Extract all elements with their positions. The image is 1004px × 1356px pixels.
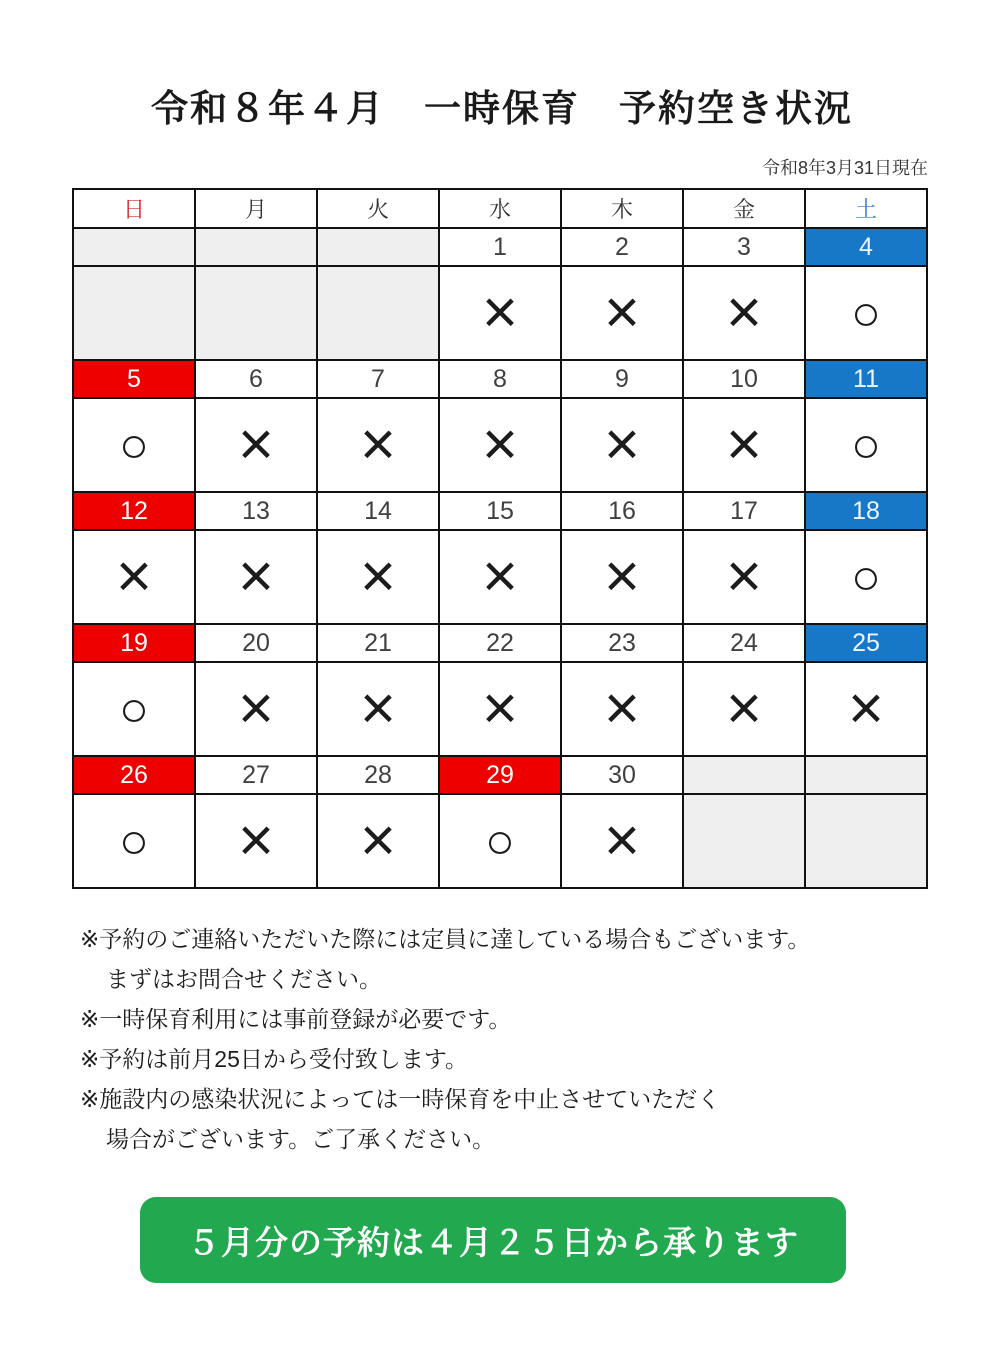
weekday-header-3: 水 — [439, 189, 561, 228]
available-mark-icon: ○ — [118, 813, 150, 869]
availability-cell-7 — [317, 398, 439, 492]
weekday-header-0: 日 — [73, 189, 195, 228]
week-1-mark-row — [73, 266, 927, 360]
week-3-date-row — [73, 492, 927, 530]
date-cell-5: 5 — [73, 360, 195, 398]
availability-cell-19 — [73, 662, 195, 756]
date-cell-19: 19 — [73, 624, 195, 662]
availability-cell-11 — [805, 398, 927, 492]
availability-calendar — [72, 188, 928, 889]
full-mark-icon: × — [481, 674, 519, 743]
full-mark-icon: × — [603, 410, 641, 479]
date-cell-26: 26 — [73, 756, 195, 794]
full-mark-icon: × — [481, 542, 519, 611]
full-mark-icon: × — [603, 542, 641, 611]
availability-cell-23 — [561, 662, 683, 756]
available-mark-icon: ○ — [118, 681, 150, 737]
full-mark-icon: × — [847, 674, 885, 743]
date-cell-9: 9 — [561, 360, 683, 398]
availability-cell-29 — [439, 794, 561, 888]
availability-cell-5 — [73, 398, 195, 492]
full-mark-icon: × — [115, 542, 153, 611]
full-mark-icon: × — [603, 278, 641, 347]
availability-cell-empty — [317, 266, 439, 360]
note-line-3: ※一時保育利用には事前登録が必要です。 — [80, 1006, 512, 1032]
weekday-header-4: 木 — [561, 189, 683, 228]
week-4-mark-row — [73, 662, 927, 756]
weekday-header-row — [73, 189, 927, 228]
date-cell-empty — [805, 756, 927, 794]
note-line-6: 場合がございます。ご了承ください。 — [106, 1126, 496, 1152]
date-cell-21: 21 — [317, 624, 439, 662]
date-cell-empty — [73, 228, 195, 266]
note-line-2: まずはお問合せください。 — [106, 966, 382, 992]
date-cell-16: 16 — [561, 492, 683, 530]
date-cell-8: 8 — [439, 360, 561, 398]
availability-cell-24 — [683, 662, 805, 756]
full-mark-icon: × — [725, 278, 763, 347]
full-mark-icon: × — [237, 410, 275, 479]
date-cell-4: 4 — [805, 228, 927, 266]
week-4-date-row — [73, 624, 927, 662]
availability-cell-6 — [195, 398, 317, 492]
note-line-5: ※施設内の感染状況によっては一時保育を中止させていただく — [80, 1086, 721, 1112]
week-3-mark-row — [73, 530, 927, 624]
week-1-date-row — [73, 228, 927, 266]
availability-cell-empty — [805, 794, 927, 888]
date-cell-22: 22 — [439, 624, 561, 662]
date-cell-29: 29 — [439, 756, 561, 794]
date-cell-1: 1 — [439, 228, 561, 266]
available-mark-icon: ○ — [484, 813, 516, 869]
full-mark-icon: × — [359, 806, 397, 875]
availability-cell-30 — [561, 794, 683, 888]
availability-cell-8 — [439, 398, 561, 492]
full-mark-icon: × — [237, 674, 275, 743]
date-cell-15: 15 — [439, 492, 561, 530]
full-mark-icon: × — [725, 410, 763, 479]
availability-cell-12 — [73, 530, 195, 624]
availability-cell-18 — [805, 530, 927, 624]
date-cell-10: 10 — [683, 360, 805, 398]
availability-cell-25 — [805, 662, 927, 756]
availability-cell-empty — [683, 794, 805, 888]
full-mark-icon: × — [359, 410, 397, 479]
availability-cell-27 — [195, 794, 317, 888]
full-mark-icon: × — [237, 806, 275, 875]
full-mark-icon: × — [603, 674, 641, 743]
availability-cell-empty — [73, 266, 195, 360]
date-cell-3: 3 — [683, 228, 805, 266]
availability-cell-empty — [195, 266, 317, 360]
date-cell-27: 27 — [195, 756, 317, 794]
weekday-header-1: 月 — [195, 189, 317, 228]
availability-cell-22 — [439, 662, 561, 756]
availability-cell-1 — [439, 266, 561, 360]
availability-cell-10 — [683, 398, 805, 492]
availability-cell-16 — [561, 530, 683, 624]
availability-cell-20 — [195, 662, 317, 756]
notes-section — [80, 919, 1004, 1159]
date-cell-28: 28 — [317, 756, 439, 794]
full-mark-icon: × — [481, 278, 519, 347]
full-mark-icon: × — [359, 674, 397, 743]
availability-cell-9 — [561, 398, 683, 492]
date-cell-14: 14 — [317, 492, 439, 530]
as-of-date: 令和8年3月31日現在 — [761, 158, 928, 178]
full-mark-icon: × — [237, 542, 275, 611]
date-cell-13: 13 — [195, 492, 317, 530]
availability-cell-4 — [805, 266, 927, 360]
availability-cell-28 — [317, 794, 439, 888]
full-mark-icon: × — [359, 542, 397, 611]
full-mark-icon: × — [481, 410, 519, 479]
date-cell-30: 30 — [561, 756, 683, 794]
weekday-header-5: 金 — [683, 189, 805, 228]
available-mark-icon: ○ — [850, 285, 882, 341]
availability-cell-17 — [683, 530, 805, 624]
full-mark-icon: × — [603, 806, 641, 875]
availability-cell-21 — [317, 662, 439, 756]
week-2-date-row — [73, 360, 927, 398]
availability-cell-14 — [317, 530, 439, 624]
available-mark-icon: ○ — [118, 417, 150, 473]
full-mark-icon: × — [725, 674, 763, 743]
date-cell-20: 20 — [195, 624, 317, 662]
week-5-mark-row — [73, 794, 927, 888]
date-cell-24: 24 — [683, 624, 805, 662]
availability-cell-3 — [683, 266, 805, 360]
date-cell-empty — [317, 228, 439, 266]
date-cell-12: 12 — [73, 492, 195, 530]
availability-cell-26 — [73, 794, 195, 888]
availability-cell-13 — [195, 530, 317, 624]
availability-cell-2 — [561, 266, 683, 360]
date-cell-11: 11 — [805, 360, 927, 398]
full-mark-icon: × — [725, 542, 763, 611]
date-cell-23: 23 — [561, 624, 683, 662]
date-cell-18: 18 — [805, 492, 927, 530]
weekday-header-6: 土 — [805, 189, 927, 228]
availability-cell-15 — [439, 530, 561, 624]
date-cell-2: 2 — [561, 228, 683, 266]
date-cell-25: 25 — [805, 624, 927, 662]
note-line-1: ※予約のご連絡いただいた際には定員に達している場合もございます。 — [80, 926, 811, 952]
available-mark-icon: ○ — [850, 417, 882, 473]
week-5-date-row — [73, 756, 927, 794]
date-cell-17: 17 — [683, 492, 805, 530]
note-line-4: ※予約は前月25日から受付致します。 — [80, 1046, 469, 1072]
page-title: 令和８年４月 一時保育 予約空き状況 — [151, 88, 853, 129]
available-mark-icon: ○ — [850, 549, 882, 605]
date-cell-empty — [683, 756, 805, 794]
week-2-mark-row — [73, 398, 927, 492]
weekday-header-2: 火 — [317, 189, 439, 228]
date-cell-empty — [195, 228, 317, 266]
date-cell-7: 7 — [317, 360, 439, 398]
date-cell-6: 6 — [195, 360, 317, 398]
next-month-reservation-banner: ５月分の予約は４月２５日から承ります — [140, 1197, 846, 1283]
